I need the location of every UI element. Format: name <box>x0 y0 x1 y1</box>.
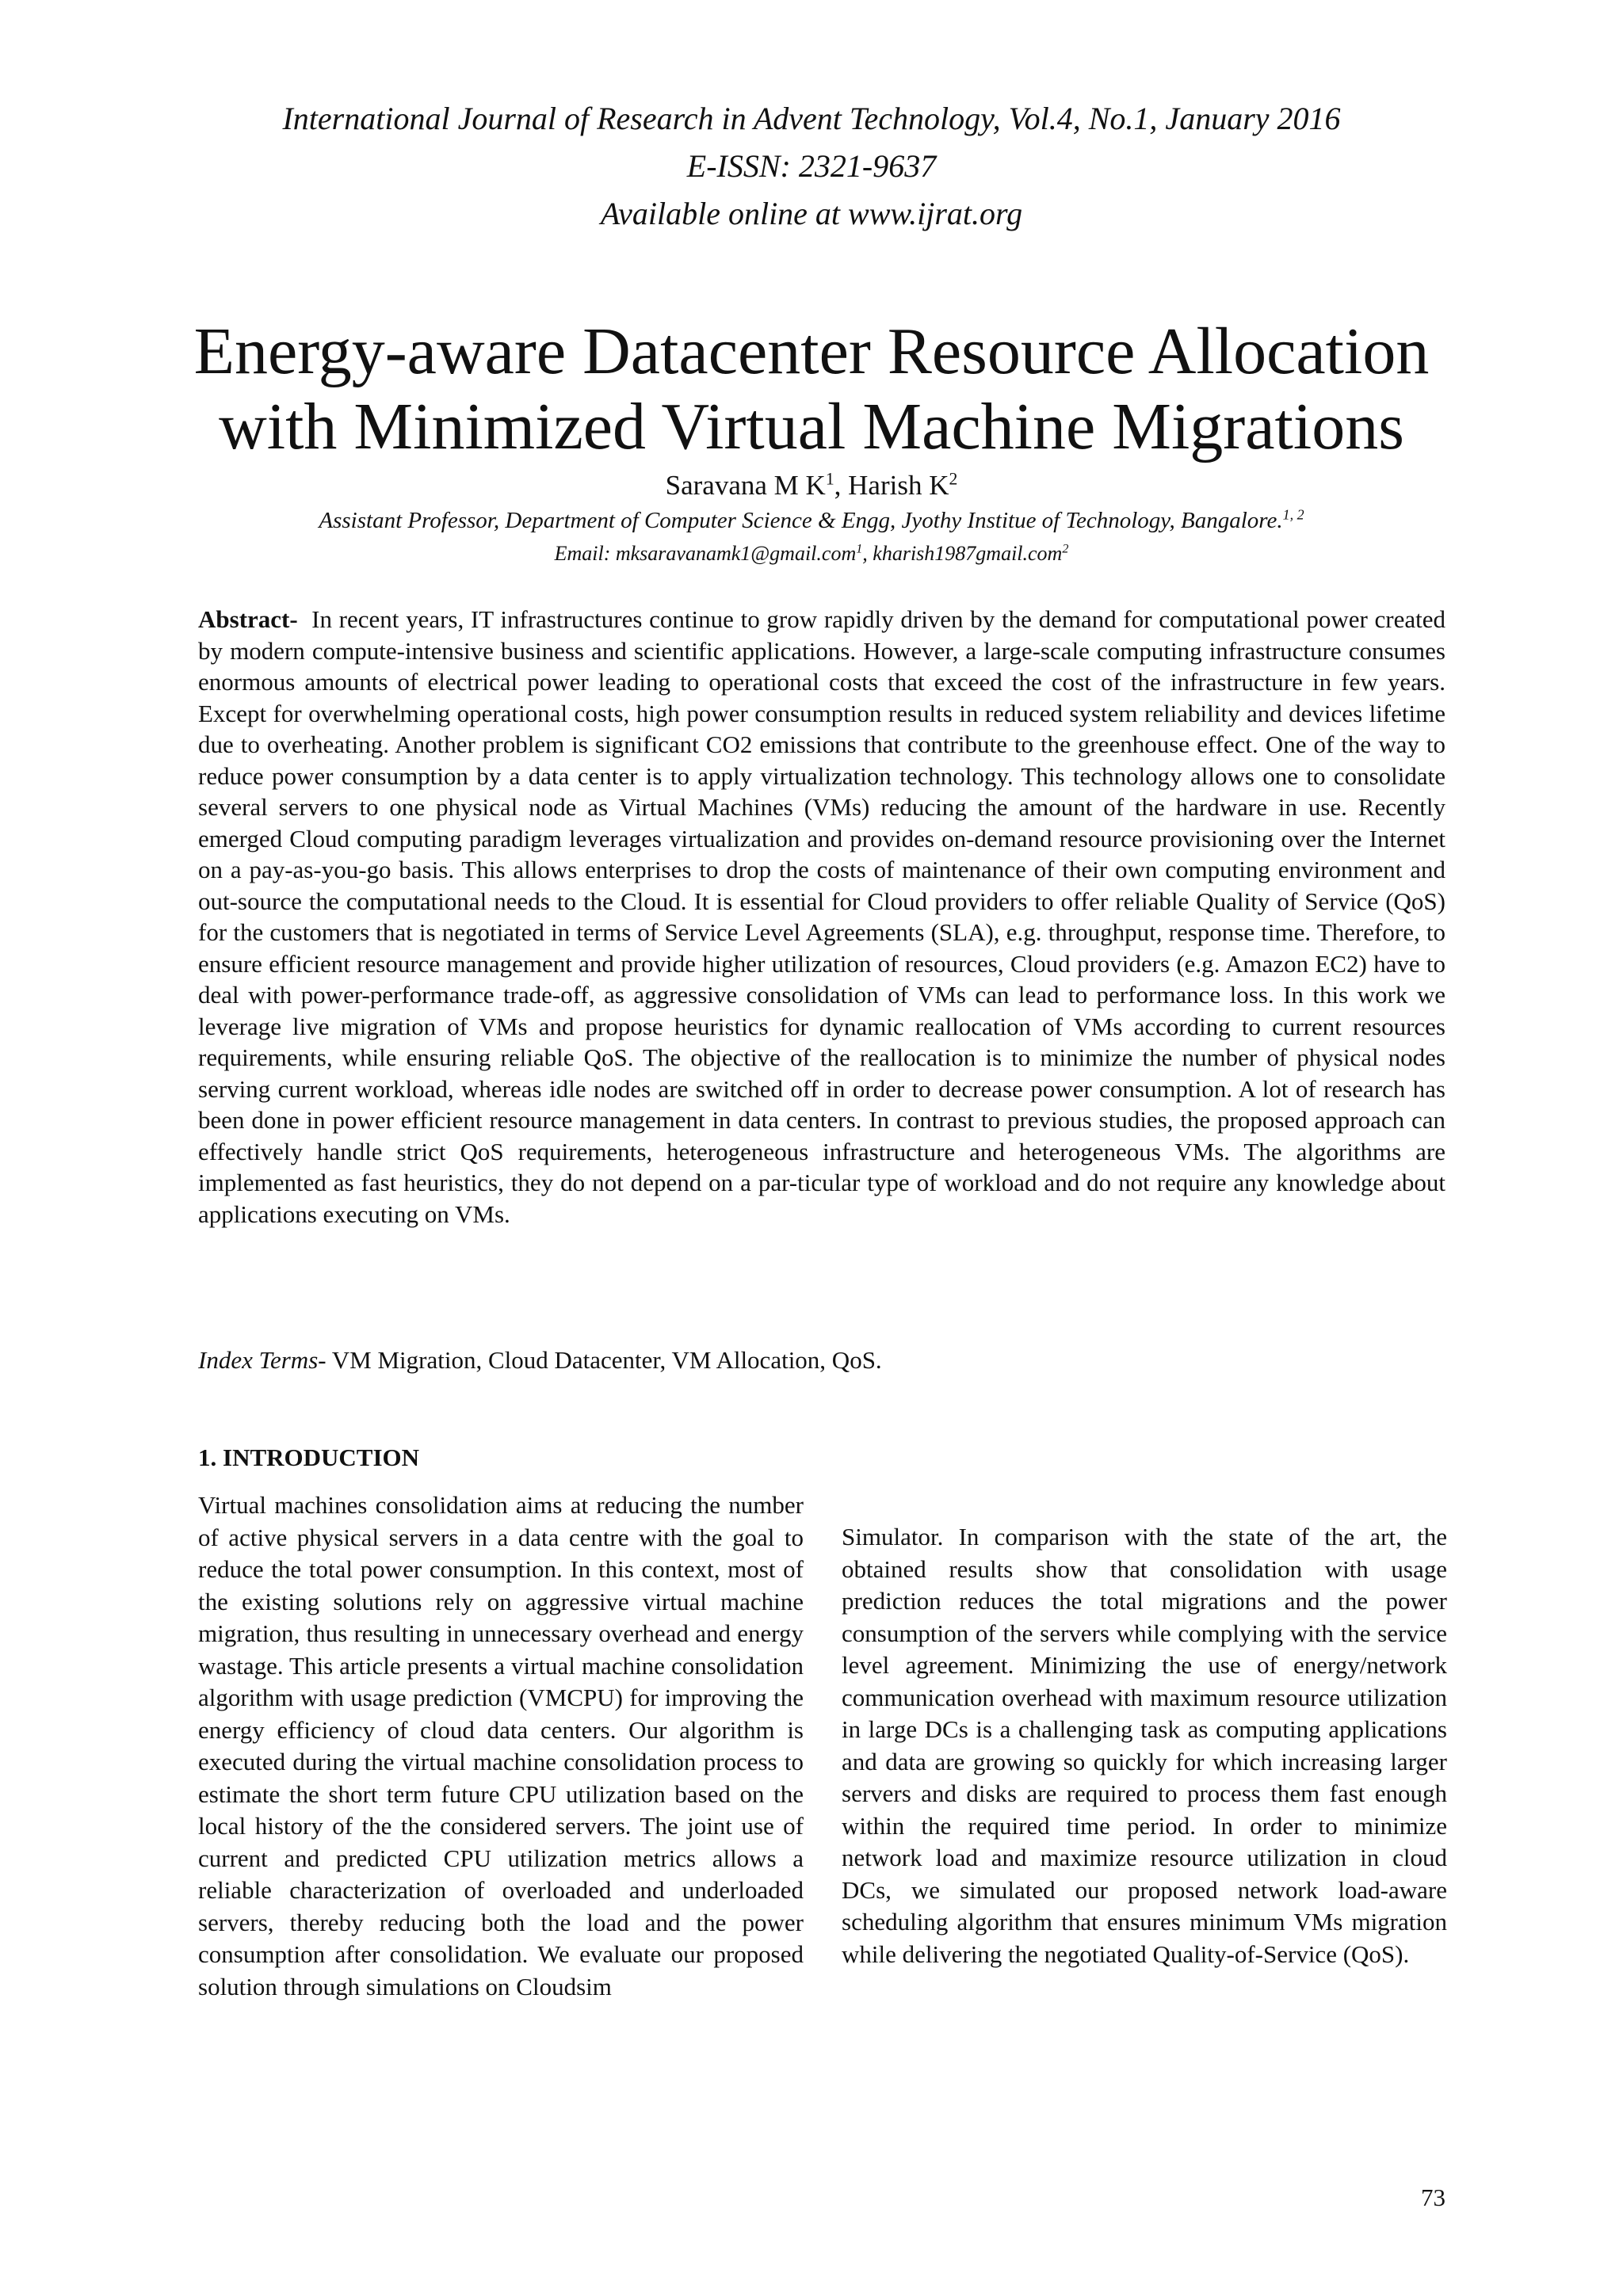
abstract-text: In recent years, IT infrastructures continue to grow rapidly driven by the demand for computational power created by modern compute-intensive business and scientific applications. However, a large-scale computing infrastructure consumes enormous amounts of electrical power leading to operational costs that exceed the cost of the infrastructure in few years. Except for overwhelming operational costs, high power consumption results in reduced system reliability and devices lifetime due to overheating. Another problem is significant CO2 emissions that contribute to the greenhouse effect. One of the way to reduce power consumption by a data center is to apply virtualization technology. This technology allows one to consolidate several servers to one physical node as Virtual Machines (VMs) reducing the amount of the hardware in use. Recently emerged Cloud computing paradigm leverages virtualization and provides on-demand resource provisioning over the Internet on a pay-as-you-go basis. This allows enterprises to drop the costs of maintenance of their own computing environment and out-source the computational needs to the Cloud. It is essential for Cloud providers to offer reliable Quality of Service (QoS) for the customers that is negotiated in terms of Service Level Agreements (SLA), e.g. throughput, response time. Therefore, to ensure efficient resource management and provide higher utilization of resources, Cloud providers (e.g. Amazon EC2) have to deal with power-performance trade-off, as aggressive consolidation of VMs can lead to performance loss. In this work we leverage live migration of VMs and propose heuristics for dynamic reallocation of VMs according to current resources requirements, while ensuring reliable QoS. The objective of the reallocation is to minimize the number of physical nodes serving current workload, whereas idle nodes are switched off in order to decrease power consumption. A lot of research has been done in power efficient resource management in data centers. In contrast to previous studies, the proposed approach can effectively handle strict QoS requirements, heterogeneous infrastructure and heterogeneous VMs. The algorithms are implemented as fast heuristics, they do not depend on a par-ticular type of workload and do not require any knowledge about applications executing on VMs. <box>198 605 1446 1228</box>
affiliation <box>0 507 1623 535</box>
index-terms-label: Index Terms- <box>198 1346 327 1374</box>
email-1-sup: 1 <box>856 542 863 556</box>
abstract <box>198 604 1445 1230</box>
title-line-2: with Minimized Virtual Machine Migrations <box>219 390 1404 464</box>
email-2-sup: 2 <box>1062 542 1069 556</box>
author-emails <box>0 541 1623 566</box>
email-2: , kharish1987gmail.com <box>862 542 1063 565</box>
author-1-sup: 1 <box>825 469 834 489</box>
author-1: Saravana M K <box>665 470 826 501</box>
affiliation-sup: 1, 2 <box>1282 506 1304 523</box>
introduction-right-column: Simulator. In comparison with the state of the art, the obtained results show that consolidation with usage prediction reduces the total migrations and the power consumption of the servers while complying with the service level agreement. Minimizing the use of energy/network communication overhead with maximum resource utilization in large DCs is a challenging task as computing applications and data are growing so quickly for which increasing larger servers and disks are required to process them fast enough within the required time period. In order to minimize network load and maximize resource utilization in cloud DCs, we simulated our proposed network load-aware scheduling algorithm that ensures minimum VMs migration while delivering the negotiated Quality-of-Service (QoS). <box>842 1523 1447 1968</box>
page-number: 73 <box>1421 2183 1445 2211</box>
issn: E-ISSN: 2321-9637 <box>686 148 937 184</box>
title-line-1: Energy-aware Datacenter Resource Allocation <box>193 315 1430 389</box>
affiliation-text: Assistant Professor, Department of Computer Science & Engg, Jyothy Institue of Technology, Bangalore. <box>319 508 1283 533</box>
index-terms <box>198 1345 1445 1375</box>
email-1: Email: mksaravanamk1@gmail.com <box>554 542 857 565</box>
section-heading-introduction: 1. INTRODUCTION <box>198 1444 420 1471</box>
author-2: Harish K <box>848 470 949 501</box>
journal-name: International Journal of Research in Advent Technology, Vol.4, No.1, January 2016 <box>282 101 1341 136</box>
online-availability: Available online at www.ijrat.org <box>600 196 1023 231</box>
index-terms-text: VM Migration, Cloud Datacenter, VM Allocation, QoS. <box>331 1346 882 1374</box>
author-separator: , <box>834 470 849 501</box>
paper-title <box>119 314 1504 464</box>
introduction-left-column: Virtual machines consolidation aims at reducing the number of active physical servers in a data centre with the goal to reduce the total power consumption. In this context, most of the existing solutions rely on aggressive virtual machine migration, thus resulting in unnecessary overhead and energy wastage. This article presents a virtual machine consolidation algorithm with usage prediction (VMCPU) for improving the energy efficiency of cloud data centers. Our algorithm is executed during the virtual machine consolidation process to estimate the short term future CPU utilization based on the local history of the the considered servers. The joint use of current and predicted CPU utilization metrics allows a reliable characterization of overloaded and underloaded servers, thereby reducing both the load and the power consumption after consolidation. We evaluate our proposed solution through simulations on Cloudsim <box>198 1491 804 2000</box>
author-2-sup: 2 <box>949 469 958 489</box>
abstract-label: Abstract- <box>198 605 298 633</box>
author-list <box>0 469 1623 502</box>
